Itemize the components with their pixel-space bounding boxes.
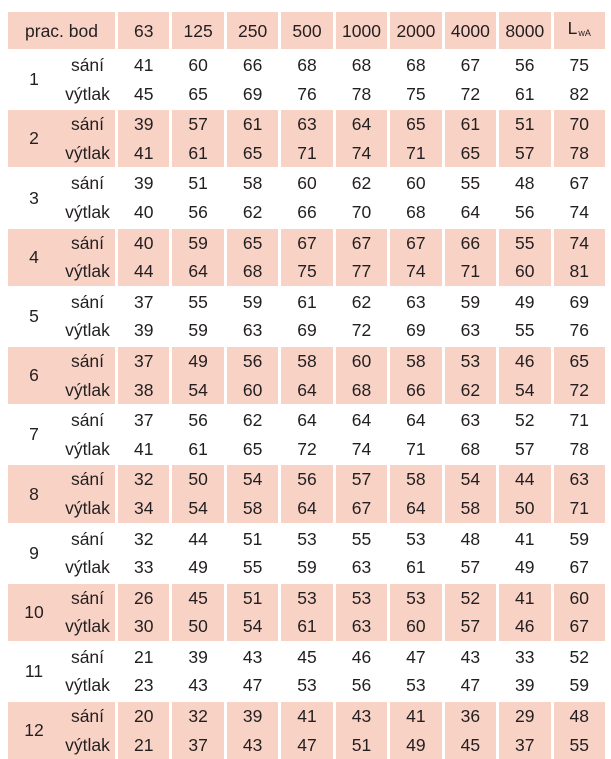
level-value-cell: 71	[387, 139, 441, 168]
level-value-cell: 41	[115, 139, 169, 168]
level-value-cell: 56	[169, 404, 223, 435]
level-value-cell: 66	[442, 227, 496, 258]
level-value-cell: 64	[442, 198, 496, 227]
level-value-cell: 53	[278, 523, 332, 554]
level-value-cell: 37	[115, 345, 169, 376]
level-value-cell: 59	[278, 553, 332, 582]
mode-label: sání	[60, 641, 115, 672]
table-row	[8, 494, 605, 523]
level-value-cell: 65	[387, 108, 441, 139]
table-row	[8, 731, 605, 759]
level-value-cell: 69	[224, 80, 278, 109]
level-value-cell: 57	[496, 435, 550, 464]
lwa-value-cell: 55	[551, 731, 606, 759]
table-row	[8, 671, 605, 700]
level-value-cell: 61	[442, 108, 496, 139]
table-row	[8, 523, 605, 554]
level-value-cell: 58	[387, 463, 441, 494]
mode-label: sání	[60, 582, 115, 613]
level-value-cell: 47	[224, 671, 278, 700]
level-value-cell: 64	[333, 404, 387, 435]
header-freq-2000: 2000	[387, 12, 441, 49]
level-value-cell: 72	[278, 435, 332, 464]
mode-label: výtlak	[65, 320, 110, 341]
level-value-cell: 61	[278, 612, 332, 641]
level-value-cell: 65	[169, 80, 223, 109]
level-value-cell: 20	[115, 700, 169, 731]
level-value-cell: 66	[224, 49, 278, 80]
level-value-cell: 53	[387, 523, 441, 554]
mode-label: výtlak	[60, 494, 115, 523]
mode-label: sání	[60, 523, 115, 554]
level-value-cell: 60	[333, 345, 387, 376]
level-value-cell: 48	[442, 523, 496, 554]
level-value-cell: 61	[169, 139, 223, 168]
level-value-cell: 57	[496, 139, 550, 168]
level-value-cell: 37	[169, 731, 223, 759]
level-value-cell: 44	[169, 523, 223, 554]
level-value-cell: 37	[115, 286, 169, 317]
level-value-cell: 75	[387, 80, 441, 109]
table-row	[8, 286, 605, 317]
lwa-value-cell: 76	[551, 316, 606, 345]
level-value-cell: 59	[442, 286, 496, 317]
level-value-cell: 53	[442, 345, 496, 376]
level-value-cell: 63	[387, 286, 441, 317]
level-value-cell: 43	[224, 731, 278, 759]
header-total-lwa	[551, 12, 606, 49]
lwa-value-cell: 74	[551, 198, 606, 227]
level-value-cell: 56	[496, 49, 550, 80]
mode-label: sání	[60, 404, 115, 435]
header-freq-1000: 1000	[333, 12, 387, 49]
table-body	[8, 49, 605, 759]
header-row	[8, 12, 605, 49]
lwa-value-cell: 70	[551, 108, 606, 139]
level-value-cell: 67	[442, 49, 496, 80]
level-value-cell: 49	[169, 345, 223, 376]
header-point-label: prac. bod	[8, 12, 115, 49]
mode-label: výtlak	[65, 557, 110, 578]
noise-level-table	[8, 12, 605, 759]
level-value-cell: 57	[442, 612, 496, 641]
level-value-cell: 58	[442, 494, 496, 523]
level-value-cell: 62	[442, 376, 496, 405]
level-value-cell: 62	[333, 286, 387, 317]
header-freq-250: 250	[224, 12, 278, 49]
point-number: 10	[8, 582, 60, 641]
level-value-cell: 50	[169, 612, 223, 641]
point-number: 1	[8, 49, 60, 108]
level-value-cell: 58	[278, 345, 332, 376]
level-value-cell: 23	[115, 671, 169, 700]
level-value-cell: 33	[496, 641, 550, 672]
level-value-cell: 74	[333, 139, 387, 168]
level-value-cell: 38	[115, 376, 169, 405]
level-value-cell: 49	[496, 286, 550, 317]
level-value-cell: 41	[387, 700, 441, 731]
mode-label: sání	[60, 167, 115, 198]
level-value-cell: 54	[224, 612, 278, 641]
point-number: 7	[8, 404, 60, 463]
level-value-cell: 47	[278, 731, 332, 759]
level-value-cell: 52	[496, 404, 550, 435]
level-value-cell: 56	[278, 463, 332, 494]
level-value-cell: 40	[115, 227, 169, 258]
level-value-cell: 55	[442, 167, 496, 198]
level-value-cell: 65	[224, 435, 278, 464]
level-value-cell: 64	[387, 404, 441, 435]
level-value-cell: 74	[333, 435, 387, 464]
level-value-cell: 55	[496, 227, 550, 258]
level-value-cell: 71	[387, 435, 441, 464]
lwa-subscript: wA	[578, 28, 591, 38]
lwa-value-cell: 59	[551, 671, 606, 700]
level-value-cell: 61	[387, 553, 441, 582]
level-value-cell: 56	[496, 198, 550, 227]
level-value-cell: 54	[496, 376, 550, 405]
level-value-cell: 57	[333, 463, 387, 494]
level-value-cell: 55	[333, 523, 387, 554]
level-value-cell: 46	[496, 612, 550, 641]
header-freq-63: 63	[115, 12, 169, 49]
level-value-cell: 54	[169, 376, 223, 405]
level-value-cell: 60	[278, 167, 332, 198]
level-value-cell: 65	[442, 139, 496, 168]
level-value-cell: 64	[278, 494, 332, 523]
level-value-cell: 55	[169, 286, 223, 317]
lwa-value-cell: 74	[551, 227, 606, 258]
table-row	[8, 80, 605, 109]
level-value-cell: 30	[115, 612, 169, 641]
mode-label: sání	[60, 286, 115, 317]
level-value-cell: 48	[496, 167, 550, 198]
level-value-cell: 61	[278, 286, 332, 317]
level-value-cell: 37	[115, 404, 169, 435]
header-freq-500: 500	[278, 12, 332, 49]
level-value-cell: 63	[442, 404, 496, 435]
mode-label: výtlak	[60, 731, 115, 759]
lwa-value-cell: 81	[551, 257, 606, 286]
mode-label: výtlak	[60, 139, 115, 168]
mode-label: sání	[60, 49, 115, 80]
level-value-cell: 59	[169, 227, 223, 258]
level-value-cell: 54	[224, 463, 278, 494]
mode-label: sání	[60, 345, 115, 376]
level-value-cell: 39	[115, 316, 169, 345]
level-value-cell: 51	[224, 523, 278, 554]
level-value-cell: 41	[115, 435, 169, 464]
point-number: 8	[8, 463, 60, 522]
level-value-cell: 67	[278, 227, 332, 258]
level-value-cell: 70	[333, 198, 387, 227]
lwa-value-cell: 71	[551, 494, 606, 523]
level-value-cell: 51	[333, 731, 387, 759]
level-value-cell: 60	[169, 49, 223, 80]
lwa-value-cell: 78	[551, 139, 606, 168]
table-row	[8, 612, 605, 641]
level-value-cell: 58	[387, 345, 441, 376]
level-value-cell: 51	[496, 108, 550, 139]
level-value-cell: 53	[387, 671, 441, 700]
table-row	[8, 49, 605, 80]
level-value-cell: 26	[115, 582, 169, 613]
table-row	[8, 553, 605, 582]
lwa-symbol: L	[567, 18, 578, 38]
table-row	[8, 257, 605, 286]
level-value-cell: 39	[115, 167, 169, 198]
level-value-cell: 54	[169, 494, 223, 523]
level-value-cell: 46	[496, 345, 550, 376]
level-value-cell: 51	[224, 582, 278, 613]
lwa-value-cell: 82	[551, 80, 606, 109]
mode-label: výtlak	[65, 83, 110, 104]
level-value-cell: 41	[496, 582, 550, 613]
level-value-cell: 46	[333, 641, 387, 672]
table-row	[8, 404, 605, 435]
level-value-cell: 54	[442, 463, 496, 494]
lwa-value-cell: 67	[551, 553, 606, 582]
level-value-cell: 39	[496, 671, 550, 700]
level-value-cell: 55	[224, 553, 278, 582]
mode-label: výtlak	[60, 612, 115, 641]
level-value-cell: 36	[442, 700, 496, 731]
level-value-cell: 49	[496, 553, 550, 582]
point-number: 11	[8, 641, 60, 700]
level-value-cell: 71	[442, 257, 496, 286]
level-value-cell: 60	[387, 612, 441, 641]
level-value-cell: 57	[169, 108, 223, 139]
table-row	[8, 198, 605, 227]
point-number: 3	[8, 167, 60, 226]
level-value-cell: 32	[115, 463, 169, 494]
level-value-cell: 74	[387, 257, 441, 286]
table-row	[8, 463, 605, 494]
level-value-cell: 51	[169, 167, 223, 198]
mode-label: sání	[60, 227, 115, 258]
level-value-cell: 63	[224, 316, 278, 345]
mode-label: výtlak	[65, 201, 110, 222]
level-value-cell: 44	[496, 463, 550, 494]
lwa-value-cell: 67	[551, 612, 606, 641]
level-value-cell: 75	[278, 257, 332, 286]
level-value-cell: 45	[442, 731, 496, 759]
level-value-cell: 72	[333, 316, 387, 345]
level-value-cell: 47	[442, 671, 496, 700]
level-value-cell: 67	[333, 227, 387, 258]
table-row	[8, 435, 605, 464]
header-freq-4000: 4000	[442, 12, 496, 49]
level-value-cell: 62	[333, 167, 387, 198]
level-value-cell: 40	[115, 198, 169, 227]
level-value-cell: 56	[333, 671, 387, 700]
level-value-cell: 39	[169, 641, 223, 672]
table-row	[8, 108, 605, 139]
level-value-cell: 64	[387, 494, 441, 523]
level-value-cell: 44	[115, 257, 169, 286]
mode-label: sání	[60, 463, 115, 494]
mode-label: výtlak	[60, 376, 115, 405]
lwa-value-cell: 63	[551, 463, 606, 494]
level-value-cell: 33	[115, 553, 169, 582]
lwa-value-cell: 60	[551, 582, 606, 613]
level-value-cell: 69	[278, 316, 332, 345]
level-value-cell: 67	[387, 227, 441, 258]
level-value-cell: 64	[169, 257, 223, 286]
mode-label: sání	[60, 700, 115, 731]
table-row	[8, 167, 605, 198]
level-value-cell: 59	[169, 316, 223, 345]
lwa-value-cell: 48	[551, 700, 606, 731]
level-value-cell: 77	[333, 257, 387, 286]
level-value-cell: 47	[387, 641, 441, 672]
header-freq-125: 125	[169, 12, 223, 49]
table-row	[8, 641, 605, 672]
level-value-cell: 63	[278, 108, 332, 139]
lwa-value-cell: 65	[551, 345, 606, 376]
mode-label: sání	[60, 108, 115, 139]
lwa-value-cell: 75	[551, 49, 606, 80]
level-value-cell: 59	[224, 286, 278, 317]
level-value-cell: 34	[115, 494, 169, 523]
level-value-cell: 60	[496, 257, 550, 286]
level-value-cell: 50	[496, 494, 550, 523]
table-row	[8, 316, 605, 345]
mode-label: výtlak	[60, 257, 115, 286]
level-value-cell: 66	[278, 198, 332, 227]
mode-label: výtlak	[65, 675, 110, 696]
level-value-cell: 61	[224, 108, 278, 139]
level-value-cell: 45	[169, 582, 223, 613]
level-value-cell: 49	[387, 731, 441, 759]
level-value-cell: 41	[278, 700, 332, 731]
level-value-cell: 63	[333, 612, 387, 641]
level-value-cell: 52	[442, 582, 496, 613]
level-value-cell: 65	[224, 139, 278, 168]
level-value-cell: 68	[224, 257, 278, 286]
level-value-cell: 63	[333, 553, 387, 582]
level-value-cell: 71	[278, 139, 332, 168]
lwa-value-cell: 59	[551, 523, 606, 554]
level-value-cell: 69	[387, 316, 441, 345]
level-value-cell: 67	[333, 494, 387, 523]
table-row	[8, 582, 605, 613]
level-value-cell: 32	[169, 700, 223, 731]
lwa-value-cell: 52	[551, 641, 606, 672]
level-value-cell: 32	[115, 523, 169, 554]
level-value-cell: 50	[169, 463, 223, 494]
level-value-cell: 60	[387, 167, 441, 198]
table-row	[8, 700, 605, 731]
point-number: 12	[8, 700, 60, 759]
level-value-cell: 43	[333, 700, 387, 731]
level-value-cell: 53	[278, 582, 332, 613]
level-value-cell: 68	[387, 198, 441, 227]
level-value-cell: 53	[333, 582, 387, 613]
level-value-cell: 62	[224, 198, 278, 227]
level-value-cell: 60	[224, 376, 278, 405]
level-value-cell: 41	[496, 523, 550, 554]
table-row	[8, 345, 605, 376]
point-number: 5	[8, 286, 60, 345]
level-value-cell: 68	[442, 435, 496, 464]
lwa-value-cell: 69	[551, 286, 606, 317]
level-value-cell: 68	[278, 49, 332, 80]
level-value-cell: 66	[387, 376, 441, 405]
level-value-cell: 56	[169, 198, 223, 227]
level-value-cell: 62	[224, 404, 278, 435]
level-value-cell: 63	[442, 316, 496, 345]
table-row	[8, 227, 605, 258]
lwa-value-cell: 78	[551, 435, 606, 464]
level-value-cell: 45	[115, 80, 169, 109]
level-value-cell: 45	[278, 641, 332, 672]
level-value-cell: 68	[387, 49, 441, 80]
level-value-cell: 64	[278, 376, 332, 405]
point-number: 2	[8, 108, 60, 167]
level-value-cell: 39	[115, 108, 169, 139]
level-value-cell: 39	[224, 700, 278, 731]
level-value-cell: 56	[224, 345, 278, 376]
level-value-cell: 68	[333, 49, 387, 80]
level-value-cell: 37	[496, 731, 550, 759]
header-freq-8000: 8000	[496, 12, 550, 49]
level-value-cell: 53	[278, 671, 332, 700]
level-value-cell: 21	[115, 641, 169, 672]
level-value-cell: 61	[496, 80, 550, 109]
level-value-cell: 21	[115, 731, 169, 759]
level-value-cell: 43	[169, 671, 223, 700]
lwa-value-cell: 72	[551, 376, 606, 405]
level-value-cell: 58	[224, 494, 278, 523]
table-row	[8, 139, 605, 168]
table-row	[8, 376, 605, 405]
lwa-value-cell: 71	[551, 404, 606, 435]
level-value-cell: 57	[442, 553, 496, 582]
level-value-cell: 49	[169, 553, 223, 582]
level-value-cell: 29	[496, 700, 550, 731]
level-value-cell: 64	[333, 108, 387, 139]
level-value-cell: 68	[333, 376, 387, 405]
level-value-cell: 55	[496, 316, 550, 345]
level-value-cell: 72	[442, 80, 496, 109]
level-value-cell: 64	[278, 404, 332, 435]
point-number: 9	[8, 523, 60, 582]
level-value-cell: 78	[333, 80, 387, 109]
level-value-cell: 61	[169, 435, 223, 464]
level-value-cell: 65	[224, 227, 278, 258]
level-value-cell: 43	[224, 641, 278, 672]
level-value-cell: 43	[442, 641, 496, 672]
mode-label: výtlak	[65, 438, 110, 459]
level-value-cell: 41	[115, 49, 169, 80]
level-value-cell: 58	[224, 167, 278, 198]
point-number: 6	[8, 345, 60, 404]
level-value-cell: 76	[278, 80, 332, 109]
point-number: 4	[8, 227, 60, 286]
level-value-cell: 53	[387, 582, 441, 613]
lwa-value-cell: 67	[551, 167, 606, 198]
